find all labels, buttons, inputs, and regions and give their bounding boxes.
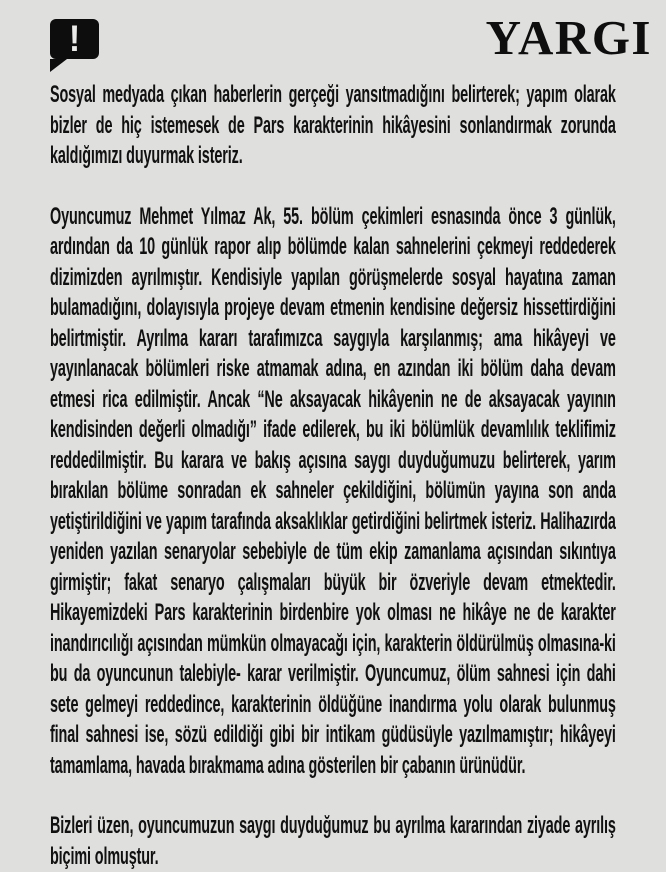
yargi-logo: YARGI bbox=[485, 10, 652, 65]
speech-bubble-tail bbox=[50, 59, 67, 72]
exclamation-icon: ! bbox=[68, 18, 81, 60]
alert-speech-bubble-icon bbox=[50, 19, 99, 59]
paragraph-closing: Bizleri üzen, oyuncumuzun saygı duyduğumuz bu ayrılma kararından ziyade ayrılış biçimi olmuştur. bbox=[50, 812, 616, 870]
paragraph-intro: Sosyal medyada çıkan haberlerin gerçeği yansıtmadığını belirterek; yapım olarak bizler de hiç istemesek de Pars karakterinin hikâyesini sonlandırmak zorunda kaldığımızı duyurmak isteriz. bbox=[50, 81, 616, 169]
statement-body bbox=[50, 80, 616, 872]
paragraph-details: Oyuncumuz Mehmet Yılmaz Ak, 55. bölüm çekimleri esnasında önce 3 günlük, ardından da 10 günlük rapor alıp bölümde kalan sahnelerini çekmeyi reddederek dizimizden ayrılmıştır. Kendisiyle yapılan görüşmelerde sosyal hayatına zaman bulamadığını, dolayısıyla projeye devam etmenin kendisine değersiz hissettirdiğini belirtmiştir. Ayrılma kararı tarafımızca saygıyla karşılanmış; ama hikâyeyi ve yayınlanacak bölümleri riske atmamak adına, en azından iki bölüm daha devam etmesi rica edilmiştir. Ancak “Ne aksayacak hikâyenin ne de aksayacak yayının kendisinden değerli olmadığı” ifade edilerek, bu iki bölümlük devamlılık teklifimiz reddedilmiştir. Bu karara ve bakış açısına saygı duyduğumuzu belirterek, yarım bırakılan bölüme sonradan ek sahneler çekildiğini, bölümün yayına son anda yetiştirildiğini ve yapım tarafında aksaklıklar getirdiğini belirtmek isteriz. Halihazırda yeniden yazılan senaryolar sebebiyle de tüm ekip zamanlama açısından sıkıntıya girmiştir; fakat senaryo çalışmaları büyük bir özveriyle devam etmektedir. Hikayemizdeki Pars karakterinin birdenbire yok olması ne hikâye ne de karakter inandırıcılığı açısından mümkün olmayacağı için, karakterin öldürülmüş olmasına-ki bu da oyuncunun talebiyle- karar verilmiştir. Oyuncumuz, ölüm sahnesi için dahi sete gelmeyi reddedince, karakterinin öldüğüne inandırma yolu olarak bulunmuş final sahnesi ise, sözü edildiği gibi bir intikam güdüsüyle yazılmamıştır; hikâyeyi tamamlama, havada bırakmama adına gösterilen bir çabanın ürünüdür. bbox=[50, 202, 616, 779]
